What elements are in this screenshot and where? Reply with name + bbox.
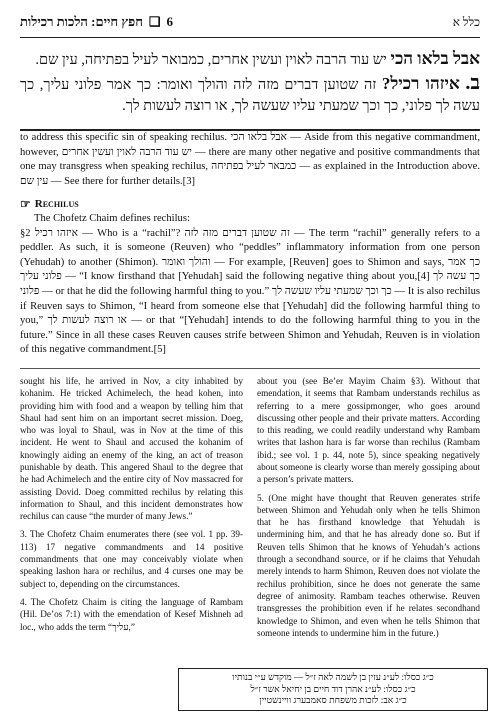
hebrew-paragraph-2 bbox=[20, 73, 480, 117]
hebrew-main-text bbox=[20, 48, 480, 117]
commentary-intro: to address this specific sin of speaking rechilus. אבל בלאו הכי — Aside from this negative commandment, however, יש עוד הרבה לאוין ועשין אחרים — there are many other negative and positive commandments that one may transgress when speaking rechilus, כמבאר לעיל בפתיחה — as explained in the Introduction above. עין שם — See there for further details.[3] bbox=[20, 132, 480, 187]
running-header bbox=[20, 14, 480, 38]
dedication-line: כ״ג כסלו: לע״נ אהרן דוד חיים בן יחיאל אשר ז״ל bbox=[250, 683, 416, 694]
section-heading bbox=[20, 197, 480, 212]
commentary-paragraph-2: §2 איזהו רכיל — Who is a “rachil”? זה שטוען דברים מזה לזה — The term “rachil” generally refers to a peddler. As such, it is someone (Reuven) who “peddles” inflammatory information from one person (Yehudah) to another (Shimon). והולך ואומר — For example, [Reuven] goes to Shimon and says, כך אמר פלוני עליך — “I know firsthand that [Yehudah] said the following negative thing about you,[4] כך עשה לך פלוני — or that he did the following harmful thing to you.” כך וכך שמעתי עליו שעשה לך — It is also rechilus if Reuven says to Shimon, “I heard from someone else that [Yehudah] did the following harmful thing to you,” או רוצה לעשות לך — or that “[Yehudah] intends to do the following harmful thing to you in the future.” Since in all these cases Reuven causes strife between Shimon and Yehudah, Reuven is in violation of this negative commandment.[5] bbox=[20, 227, 481, 356]
page-number: 6 bbox=[166, 14, 174, 29]
hebrew-lead-words: איזהו רכיל? bbox=[381, 74, 460, 93]
hebrew-body: יש עוד הרבה לאוין ועשין אחרים, כמבואר לעיל בפתיחה, עין שם. bbox=[35, 52, 391, 68]
english-commentary bbox=[20, 131, 480, 358]
section-label: כלל א bbox=[452, 15, 480, 29]
ornament-icon: ❑ bbox=[148, 14, 161, 29]
hebrew-paragraph-1 bbox=[20, 48, 480, 71]
footnote-4-continued: about you (see Be’er Mayim Chaim §3). Without that emendation, it seems that Rambam understands rechilus as referring to a mere gossipmonger, who goes around discussing other people and their private matters. According to this reading, we could readily understand why Rambam writes that lashon hara is far worse than rechilus (Rambam ibid.; see vol. 1 p. 44, note 5), since speaking negatively about someone is clearly worse than merely gossiping about a person’s private matters. bbox=[257, 375, 480, 485]
footnote-divider bbox=[20, 368, 480, 369]
footnotes bbox=[20, 375, 480, 645]
footnote-column-left bbox=[20, 375, 243, 645]
footnote-5: 5. (One might have thought that Reuven generates strife between Shimon and Yehudah only when he tells Shimon that he has firsthand knowledge that Yehudah is undermining him, and that he has already done so. But if Reuven tells Shimon that he knows of Yehudah’s actions through a secondhand source, or if he claims that Yehudah merely intends to harm Shimon, Reuven does not violate the rechilus prohibition, since he does not generate the same degree of animosity. Rambam teaches otherwise. Reuven transgresses the prohibition even if he relates secondhand knowledge to Shimon, and even when he tells Shimon that someone intends to undermine him in the future.) bbox=[257, 492, 480, 638]
hebrew-lead-words: אבל בלאו הכי bbox=[390, 49, 480, 68]
pointing-hand-icon: ☞ bbox=[20, 197, 31, 212]
dedication-box bbox=[178, 668, 488, 711]
footnote-3: 3. The Chofetz Chaim enumerates there (see vol. 1 pp. 39-113) 17 negative commandments and 14 positive commandments that one may conceivably violate when speaking lashon hara or rechilus, and 4 curses one may be subject to, depending on the circumstances. bbox=[20, 529, 243, 589]
footnote-continued: sought his life, he arrived in Nov, a city inhabited by kohanim. He tricked Achimelech, the head kohen, into providing him with food and a weapon by telling him that Shaul had sent him on an important secret mission. Doeg, who was loyal to Shaul, was in Nov at the time of this incident. He went to Shaul and accused the kohanim of knowingly aiding an enemy of the king, an act of treason punishable by death. This angered Shaul to the degree that he had Achimelech and the entire city of Nov massacred for assisting Dovid. Doeg committed rechilus by relating this information to Shaul, and this incident demonstrates how rechilus can cause “the murder of many Jews.” bbox=[20, 375, 243, 522]
hebrew-body: זה שטוען דברים מזה לזה והולך ואומר: כך אמר פלוני עליך, כך עשה לך פלוני, כך וכך שמעתי עליו שעשה לך, או רוצה לעשות לך. bbox=[20, 77, 480, 114]
book-title: חפץ חיים: הלכות רכילות bbox=[20, 14, 143, 29]
footnote-column-right bbox=[257, 375, 480, 645]
section-heading-text: Rechilus bbox=[34, 198, 79, 211]
hebrew-paragraph-number: ב. bbox=[465, 72, 481, 94]
footnote-4: 4. The Chofetz Chaim is citing the language of Rambam (Hil. De’os 7:1) with the emendation of Kesef Mishneh ad loc., who adds the term “עליך,” bbox=[20, 596, 243, 632]
dedication-line: כ״ג כסלו: לע״נ עזין בן לשמה לאה ז״ל — מוקדש ע״י בנותיו bbox=[232, 672, 434, 682]
definition-lead: The Chofetz Chaim defines rechilus: bbox=[34, 212, 190, 224]
dedication-line: כ״ג אב: לזכות משפחת סאמבערג וויינשטיין bbox=[259, 695, 407, 705]
header-title-group bbox=[20, 14, 173, 30]
